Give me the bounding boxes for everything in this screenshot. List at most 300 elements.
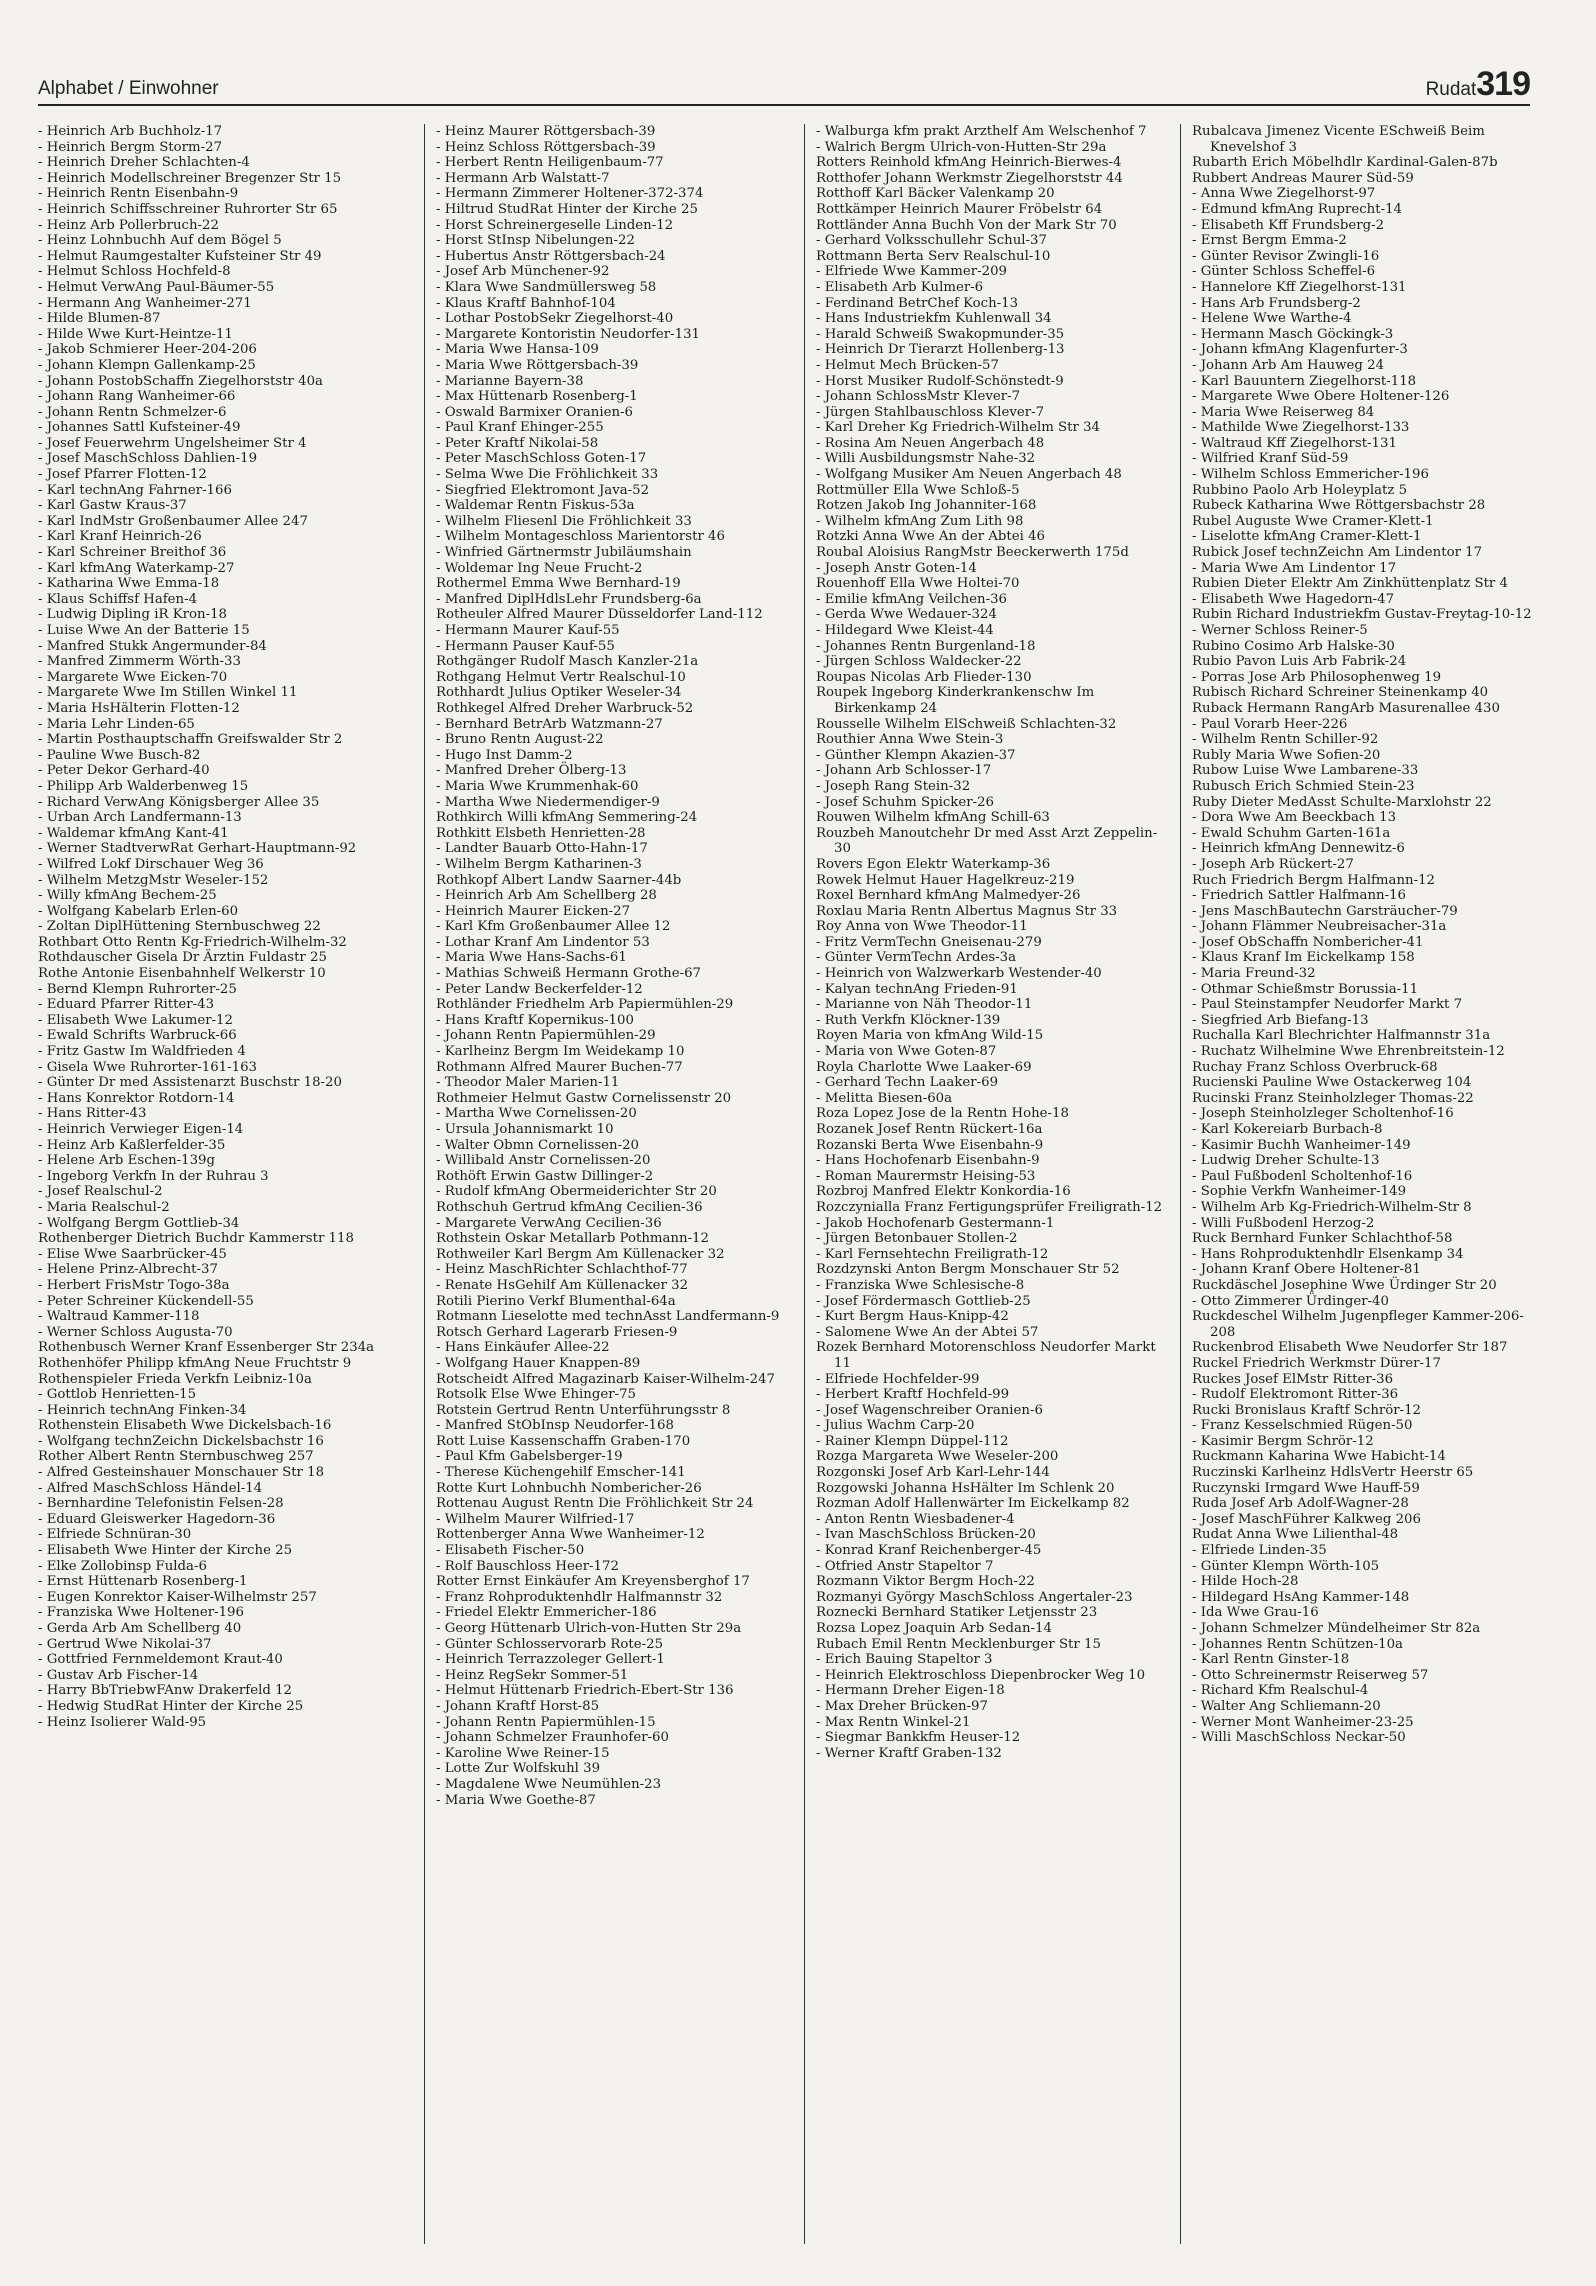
directory-entry: - Josef Wagenschreiber Oranien-6 xyxy=(816,1402,1043,1418)
directory-entry: - Heinz Isolierer Wald-95 xyxy=(38,1714,207,1730)
directory-entry: Rousselle Wilhelm ElSchweiß Schlachten-32 xyxy=(816,716,1117,732)
section-title: Alphabet / Einwohner xyxy=(38,78,219,99)
directory-entry: - Max Hüttenarb Rosenberg-1 xyxy=(436,389,638,405)
directory-entry: - Wolfgang Kabelarb Erlen-60 xyxy=(38,903,239,919)
directory-entry: Ruchalla Karl Blechrichter Halfmannstr 31a xyxy=(1192,1028,1491,1044)
directory-entry: Roza Lopez Jose de la Rentn Hohe-18 xyxy=(816,1106,1069,1122)
directory-entry: - Heinrich Verwieger Eigen-14 xyxy=(38,1122,244,1137)
directory-entry: - Hermann Pauser Kauf-55 xyxy=(436,638,615,654)
directory-entry: - Manfred StObInsp Neudorfer-168 xyxy=(436,1418,674,1434)
directory-entry: - Georg Hüttenarb Ulrich-von-Hutten Str 29a xyxy=(436,1621,742,1636)
directory-entry: Rottenberger Anna Wwe Wanheimer-12 xyxy=(436,1527,705,1543)
directory-entry: - Hans Einkäufer Allee-22 xyxy=(436,1340,610,1356)
directory-entry: - Gerda Wwe Wedauer-324 xyxy=(816,607,997,623)
directory-entry: Ruckel Friedrich Werkmstr Dürer-17 xyxy=(1192,1355,1441,1371)
column-2 xyxy=(436,124,788,2264)
directory-entry: Roxlau Maria Rentn Albertus Magnus Str 33 xyxy=(816,903,1118,919)
directory-entry: - Ernst Bergm Emma-2 xyxy=(1192,233,1347,249)
directory-entry: - Franz Rohproduktenhdlr Halfmannstr 32 xyxy=(436,1589,723,1605)
directory-entry: - Hans Hochofenarb Eisenbahn-9 xyxy=(816,1153,1040,1169)
directory-entry: - Siegmar Bankkfm Heuser-12 xyxy=(816,1730,1021,1746)
directory-entry: Rowek Helmut Hauer Hagelkreuz-219 xyxy=(816,872,1075,888)
page-header xyxy=(38,64,1530,106)
directory-entry: - Günter Schlosservorarb Rote-25 xyxy=(436,1636,664,1652)
directory-entry: - Bernd Klempn Ruhrorter-25 xyxy=(38,981,237,997)
directory-entry: - Jürgen Betonbauer Stollen-2 xyxy=(816,1231,1018,1247)
directory-entry: Roupas Nicolas Arb Flieder-130 xyxy=(816,669,1032,685)
directory-entry: - Johann Rentn Papiermühlen-29 xyxy=(436,1028,656,1044)
directory-entry: - Heinrich Arb Buchholz-17 xyxy=(38,124,223,139)
directory-entry: - Rudolf Elektromont Ritter-36 xyxy=(1192,1387,1399,1403)
directory-entry: Rubusch Erich Schmied Stein-23 xyxy=(1192,778,1415,794)
directory-entry: Rothdauscher Gisela Dr Ärztin Fuldastr 25 xyxy=(38,950,327,966)
directory-entry: - Wilhelm Schloss Emmericher-196 xyxy=(1192,467,1429,483)
directory-entry: Rouwen Wilhelm kfmAng Schill-63 xyxy=(816,810,1050,826)
directory-entry: - Margarete Kontoristin Neudorfer-131 xyxy=(436,326,700,342)
directory-entry: - Hans Arb Frundsberg-2 xyxy=(1192,295,1361,311)
directory-entry: Rubeck Katharina Wwe Röttgersbachstr 28 xyxy=(1192,498,1486,514)
directory-entry: - Johann Klempn Gallenkamp-25 xyxy=(38,357,256,373)
directory-entry: - Jakob Hochofenarb Gestermann-1 xyxy=(816,1215,1055,1231)
directory-entry: - Konrad Kranf Reichenberger-45 xyxy=(816,1543,1042,1559)
directory-entry: - Walter Ang Schliemann-20 xyxy=(1192,1698,1381,1714)
directory-entry: - Johannes Rentn Schützen-10a xyxy=(1192,1636,1403,1652)
directory-entry: - Heinz RegSekr Sommer-51 xyxy=(436,1667,629,1683)
directory-entry: Rottkämper Heinrich Maurer Fröbelstr 64 xyxy=(816,201,1103,217)
directory-entry: Rothkirch Willi kfmAng Semmering-24 xyxy=(436,810,698,826)
directory-entry: Rothenstein Elisabeth Wwe Dickelsbach-16 xyxy=(38,1418,332,1434)
directory-entry: - Gerda Arb Am Schellberg 40 xyxy=(38,1621,242,1636)
directory-entry: - Wolfgang technZeichn Dickelsbachstr 16 xyxy=(38,1433,324,1449)
directory-entry: - Johann SchlossMstr Klever-7 xyxy=(816,389,1021,405)
directory-entry: - Klara Wwe Sandmüllersweg 58 xyxy=(436,279,657,295)
directory-entry: - Hans Kraftf Kopernikus-100 xyxy=(436,1012,634,1028)
directory-entry: - Werner Mont Wanheimer-23-25 xyxy=(1192,1714,1414,1730)
directory-entry: - Johann Kraftf Horst-85 xyxy=(436,1698,600,1714)
directory-entry: Ruckes Josef ElMstr Ritter-36 xyxy=(1192,1371,1394,1387)
directory-entry: - Willi MaschSchloss Neckar-50 xyxy=(1192,1730,1406,1746)
directory-entry: - Heinz Arb Pollerbruch-22 xyxy=(38,217,219,233)
directory-entry: - Maria Wwe Hansa-109 xyxy=(436,342,599,358)
directory-entry: - Walrich Bergm Ulrich-von-Hutten-Str 29a xyxy=(816,139,1107,155)
directory-entry: Rozgowski Johanna HsHälter Im Schlenk 20 xyxy=(816,1480,1115,1496)
directory-entry: - Karl Fernsehtechn Freiligrath-12 xyxy=(816,1246,1049,1262)
directory-entry: Rothgang Helmut Vertr Realschul-10 xyxy=(436,669,686,685)
directory-entry: - Helene Prinz-Albrecht-37 xyxy=(38,1262,218,1278)
directory-entry: Rothe Antonie Eisenbahnhelf Welkerstr 10 xyxy=(38,966,326,982)
directory-entry: - Anna Wwe Ziegelhorst-97 xyxy=(1192,186,1376,202)
directory-entry: - Herbert Rentn Heiligenbaum-77 xyxy=(436,155,664,171)
directory-entry: Rothöft Erwin Gastw Dillinger-2 xyxy=(436,1168,654,1184)
directory-entry: - Werner StadtverwRat Gerhart-Hauptmann-92 xyxy=(38,841,357,857)
directory-entry: - Woldemar Ing Neue Frucht-2 xyxy=(436,560,643,576)
column-1 xyxy=(38,124,390,2264)
directory-entry: - Liselotte kfmAng Cramer-Klett-1 xyxy=(1192,529,1422,545)
directory-entry: Rothkitt Elsbeth Henrietten-28 xyxy=(436,825,646,841)
directory-entry: - Magdalene Wwe Neumühlen-23 xyxy=(436,1776,662,1792)
directory-entry: - Marianne von Näh Theodor-11 xyxy=(816,997,1033,1013)
directory-entry: - Ingeborg Verkfn In der Ruhrau 3 xyxy=(38,1168,269,1184)
directory-entry: - Maria Freund-32 xyxy=(1192,966,1316,982)
directory-entry: - Lothar PostobSekr Ziegelhorst-40 xyxy=(436,311,674,327)
directory-entry: Ruck Bernhard Funker Schlachthof-58 xyxy=(1192,1231,1453,1247)
directory-entry: Roubal Aloisius RangMstr Beeckerwerth 175d xyxy=(816,545,1129,561)
directory-entry: - Richard Kfm Realschul-4 xyxy=(1192,1683,1369,1699)
directory-entry: Ruchay Franz Schloss Overbruck-68 xyxy=(1192,1059,1438,1075)
directory-entry: - Kasimir Bergm Schrör-12 xyxy=(1192,1433,1374,1449)
directory-entry: - Franziska Wwe Schlesische-8 xyxy=(816,1277,1025,1293)
directory-entry: - Bernhard BetrArb Watzmann-27 xyxy=(436,716,663,732)
directory-entry: - Karl Dreher Kg Friedrich-Wilhelm Str 34 xyxy=(816,420,1101,436)
directory-entry: - Johann Schmelzer Fraunhofer-60 xyxy=(436,1730,669,1746)
directory-entry: - Rolf Bauschloss Heer-172 xyxy=(436,1558,619,1574)
directory-entry: Rothmann Alfred Maurer Buchen-77 xyxy=(436,1059,683,1075)
directory-entry: - Martha Wwe Cornelissen-20 xyxy=(436,1106,637,1122)
directory-entry: Rotzen Jakob Ing Johanniter-168 xyxy=(816,498,1037,514)
directory-entry: - Heinrich Terrazzoleger Gellert-1 xyxy=(436,1652,665,1668)
directory-entry: - Klaus Kranf Im Eickelkamp 158 xyxy=(1192,950,1415,966)
directory-entry: - Margarete Wwe Eicken-70 xyxy=(38,669,228,685)
directory-entry: - Karl Kokereiarb Burbach-8 xyxy=(1192,1122,1383,1137)
directory-entry: - Maria HsHälterin Flotten-12 xyxy=(38,700,240,716)
directory-entry: - Karl Schreiner Breithof 36 xyxy=(38,545,227,561)
directory-entry: - Ewald Schrifts Warbruck-66 xyxy=(38,1028,237,1044)
directory-entry: - Josef Realschul-2 xyxy=(38,1184,163,1200)
directory-entry: - Mathilde Wwe Ziegelhorst-133 xyxy=(1192,420,1410,436)
column-divider xyxy=(804,124,805,2244)
directory-entry: - Otto Schreinermstr Reiserweg 57 xyxy=(1192,1667,1429,1683)
directory-entry: - Harald Schweiß Swakopmunder-35 xyxy=(816,326,1065,342)
directory-entry: Rozgonski Josef Arb Karl-Lehr-144 xyxy=(816,1465,1050,1481)
directory-entry: - Hannelore Kff Ziegelhorst-131 xyxy=(1192,279,1407,295)
directory-entry: - Eduard Gleiswerker Hagedorn-36 xyxy=(38,1511,276,1527)
directory-entry: - Ida Wwe Grau-16 xyxy=(1192,1605,1319,1621)
directory-entry: Rothenbusch Werner Kranf Essenberger Str 234a xyxy=(38,1340,375,1356)
directory-entry: Rothenhöfer Philipp kfmAng Neue Fruchtstr 9 xyxy=(38,1355,352,1371)
directory-entry: - Wilfried Kranf Süd-59 xyxy=(1192,451,1349,467)
directory-entry: - Kalyan technAng Frieden-91 xyxy=(816,981,1018,997)
directory-entry: - Margarete VerwAng Cecilien-36 xyxy=(436,1215,662,1231)
directory-entry: Rothenberger Dietrich Buchdr Kammerstr 118 xyxy=(38,1231,354,1247)
directory-entry: Rotili Pierino Verkf Blumenthal-64a xyxy=(436,1293,676,1309)
directory-entry: Rouzbeh Manoutchehr Dr med Asst Arzt Zeppelin-30 xyxy=(816,825,1158,857)
directory-entry: - Willy kfmAng Bechem-25 xyxy=(38,888,217,904)
directory-entry: - Mathias Schweiß Hermann Grothe-67 xyxy=(436,966,702,982)
directory-entry: - Heinrich Maurer Eicken-27 xyxy=(436,903,631,919)
column-divider xyxy=(1180,124,1181,2244)
directory-entry: Rozanski Berta Wwe Eisenbahn-9 xyxy=(816,1137,1044,1153)
directory-entry: - Hermann Arb Walstatt-7 xyxy=(436,170,610,186)
directory-entry: Rottmann Berta Serv Realschul-10 xyxy=(816,248,1051,264)
directory-entry: - Ursula Johannismarkt 10 xyxy=(436,1122,614,1137)
directory-entry: - Franz Kesselschmied Rügen-50 xyxy=(1192,1418,1413,1434)
directory-entry: Ruckmann Kaharina Wwe Habicht-14 xyxy=(1192,1449,1446,1465)
directory-entry: Rother Albert Rentn Sternbuschweg 257 xyxy=(38,1449,314,1465)
directory-entry: - Rudolf kfmAng Obermeiderichter Str 20 xyxy=(436,1184,717,1200)
directory-entry: - Karl Kfm Großenbaumer Allee 12 xyxy=(436,919,671,935)
directory-entry: - Heinrich Schiffsschreiner Ruhrorter Str 65 xyxy=(38,201,338,217)
directory-entry: - Luise Wwe An der Batterie 15 xyxy=(38,623,250,638)
directory-entry: Rubly Maria Wwe Sofien-20 xyxy=(1192,747,1381,763)
directory-entry: - Heinrich Bergm Storm-27 xyxy=(38,139,223,155)
directory-entry: - Wolfgang Hauer Knappen-89 xyxy=(436,1355,641,1371)
directory-entry: - Selma Wwe Die Fröhlichkeit 33 xyxy=(436,467,659,483)
running-head xyxy=(1426,65,1530,104)
directory-entry: - Ruchatz Wilhelmine Wwe Ehrenbreitstein-12 xyxy=(1192,1044,1505,1060)
page-number: 319 xyxy=(1476,65,1530,103)
directory-entry: - Karlheinz Bergm Im Weidekamp 10 xyxy=(436,1044,685,1060)
directory-entry: - Klaus Kraftf Bahnhof-104 xyxy=(436,295,616,311)
directory-entry: Ruda Josef Arb Adolf-Wagner-28 xyxy=(1192,1496,1409,1512)
directory-entry: - Elisabeth Wwe Lakumer-12 xyxy=(38,1012,233,1028)
directory-entry: - Helmut Schloss Hochfeld-8 xyxy=(38,264,231,280)
directory-entry: - Hermann Zimmerer Holtener-372-374 xyxy=(436,186,704,202)
directory-entry: Ruback Hermann RangArb Masurenallee 430 xyxy=(1192,700,1500,716)
directory-entry: Rubbert Andreas Maurer Süd-59 xyxy=(1192,170,1414,186)
directory-entry: Royla Charlotte Wwe Laaker-69 xyxy=(816,1059,1032,1075)
directory-entry: Routhier Anna Wwe Stein-3 xyxy=(816,732,1004,748)
directory-entry: - Peter Dekor Gerhard-40 xyxy=(38,763,210,779)
directory-entry: - Eugen Konrektor Kaiser-Wilhelmstr 257 xyxy=(38,1589,317,1605)
directory-entry: - Karl Rentn Ginster-18 xyxy=(1192,1652,1350,1668)
directory-entry: - Josef Arb Münchener-92 xyxy=(436,264,610,280)
directory-entry: - Jakob Schmierer Heer-204-206 xyxy=(38,342,257,358)
directory-entry: - Rosina Am Neuen Angerbach 48 xyxy=(816,435,1045,451)
directory-entry: - Harry BbTriebwFAnw Drakerfeld 12 xyxy=(38,1683,292,1699)
directory-entry: - Wilhelm Fliesenl Die Fröhlichkeit 33 xyxy=(436,513,692,529)
directory-entry: - Jens MaschBautechn Garsträucher-79 xyxy=(1192,903,1458,919)
directory-entry: Rozbroj Manfred Elektr Konkordia-16 xyxy=(816,1184,1071,1200)
directory-entry: - Kurt Bergm Haus-Knipp-42 xyxy=(816,1309,1009,1325)
directory-entry: - Hermann Masch Göckingk-3 xyxy=(1192,326,1394,342)
directory-entry: - Werner Schloss Reiner-5 xyxy=(1192,623,1368,638)
directory-entry: Rucki Bronislaus Kraftf Schrör-12 xyxy=(1192,1402,1422,1418)
directory-entry: - Josef Schuhm Spicker-26 xyxy=(816,794,994,810)
directory-entry: - Lothar Kranf Am Lindentor 53 xyxy=(436,934,650,950)
directory-entry: - Horst StInsp Nibelungen-22 xyxy=(436,233,635,249)
directory-entry: - Heinrich Arb Am Schellberg 28 xyxy=(436,888,657,904)
directory-entry: Rubarth Erich Möbelhdlr Kardinal-Galen-87b xyxy=(1192,155,1498,171)
directory-entry: - Josef Fördermasch Gottlieb-25 xyxy=(816,1293,1031,1309)
directory-entry: - Elisabeth Fischer-50 xyxy=(436,1543,585,1559)
directory-entry: - Johannes Sattl Kufsteiner-49 xyxy=(38,420,241,436)
directory-entry: - Wilhelm MetzgMstr Weseler-152 xyxy=(38,872,269,888)
directory-entry: - Heinrich Dr Tierarzt Hollenberg-13 xyxy=(816,342,1065,358)
directory-entry: - Heinz MaschRichter Schlachthof-77 xyxy=(436,1262,688,1278)
directory-entry: - Emilie kfmAng Veilchen-36 xyxy=(816,591,1007,607)
directory-entry: - Lotte Zur Wolfskuhl 39 xyxy=(436,1761,601,1777)
directory-entry: - Erich Bauing Stapeltor 3 xyxy=(816,1652,993,1668)
directory-entry: - Helene Wwe Warthe-4 xyxy=(1192,311,1352,327)
directory-entry: - Hedwig StudRat Hinter der Kirche 25 xyxy=(38,1698,304,1714)
directory-entry: Rottenau August Rentn Die Fröhlichkeit Str 24 xyxy=(436,1496,754,1512)
directory-entry: Rubow Luise Wwe Lambarene-33 xyxy=(1192,763,1419,779)
directory-entry: - Oswald Barmixer Oranien-6 xyxy=(436,404,633,420)
directory-entry: - Margarete Wwe Obere Holtener-126 xyxy=(1192,389,1450,405)
directory-entry: - Ernst Hüttenarb Rosenberg-1 xyxy=(38,1574,248,1590)
directory-entry: - Alfred MaschSchloss Händel-14 xyxy=(38,1480,263,1496)
directory-entry: Rozman Adolf Hallenwärter Im Eickelkamp 82 xyxy=(816,1496,1130,1512)
directory-entry: - Hildegard Wwe Kleist-44 xyxy=(816,623,994,638)
directory-entry: - Wilfred Lokf Dirschauer Weg 36 xyxy=(38,856,264,872)
directory-entry: - Joseph Rang Stein-32 xyxy=(816,778,971,794)
directory-entry: - Heinrich kfmAng Dennewitz-6 xyxy=(1192,841,1405,857)
directory-entry: - Siegfried Elektromont Java-52 xyxy=(436,482,650,498)
directory-entry: - Renate HsGehilf Am Küllenacker 32 xyxy=(436,1277,689,1293)
directory-entry: - Philipp Arb Walderbenweg 15 xyxy=(38,778,249,794)
directory-entry: - Maria Wwe Krummenhak-60 xyxy=(436,778,639,794)
directory-entry: Rotthoff Karl Bäcker Valenkamp 20 xyxy=(816,186,1055,202)
directory-entry: - Manfred Zimmerm Wörth-33 xyxy=(38,654,241,670)
directory-entry: - Julius Wachm Carp-20 xyxy=(816,1418,975,1434)
directory-entry: Rucienski Pauline Wwe Ostackerweg 104 xyxy=(1192,1075,1472,1091)
directory-entry: - Wilhelm Arb Kg-Friedrich-Wilhelm-Str 8 xyxy=(1192,1199,1472,1215)
directory-entry: - Elise Wwe Saarbrücker-45 xyxy=(38,1246,227,1262)
directory-entry: - Karl technAng Fahrner-166 xyxy=(38,482,232,498)
directory-entry: - Joseph Arb Rückert-27 xyxy=(1192,856,1354,872)
directory-entry: - Peter Landw Beckerfelder-12 xyxy=(436,981,643,997)
directory-entry: - Maria Wwe Hans-Sachs-61 xyxy=(436,950,627,966)
directory-entry: - Elisabeth Arb Kulmer-6 xyxy=(816,279,984,295)
directory-entry: - Gisela Wwe Ruhrorter-161-163 xyxy=(38,1059,258,1075)
directory-entry: - Johann Rentn Papiermühlen-15 xyxy=(436,1714,656,1730)
directory-entry: Rothweiler Karl Bergm Am Küllenacker 32 xyxy=(436,1246,725,1262)
directory-entry: - Helmut Hüttenarb Friedrich-Ebert-Str 136 xyxy=(436,1683,734,1699)
directory-entry: - Wilhelm Bergm Katharinen-3 xyxy=(436,856,642,872)
directory-entry: - Günter Klempn Wörth-105 xyxy=(1192,1558,1380,1574)
directory-entry: - Heinz Arb Kaßlerfelder-35 xyxy=(38,1137,226,1153)
directory-entry: - Martin Posthauptschaffn Greifswalder Str 2 xyxy=(38,732,343,748)
directory-entry: - Richard VerwAng Königsberger Allee 35 xyxy=(38,794,320,810)
directory-entry: - Elfriede Wwe Kammer-209 xyxy=(816,264,1008,280)
directory-columns xyxy=(38,124,1530,2264)
directory-entry: - Peter MaschSchloss Goten-17 xyxy=(436,451,647,467)
directory-entry: - Gerhard Techn Laaker-69 xyxy=(816,1075,999,1091)
directory-entry: - Heinz Lohnbuchh Auf dem Bögel 5 xyxy=(38,233,282,249)
directory-entry: Rothschuh Gertrud kfmAng Cecilien-36 xyxy=(436,1199,703,1215)
directory-entry: Rotsch Gerhard Lagerarb Friesen-9 xyxy=(436,1324,678,1340)
directory-entry: - Hermann Maurer Kauf-55 xyxy=(436,623,620,638)
directory-entry: - Maria Wwe Goethe-87 xyxy=(436,1792,596,1808)
directory-entry: Rubisch Richard Schreiner Steinenkamp 40 xyxy=(1192,685,1489,701)
directory-entry: - Paul Kfm Gabelsberger-19 xyxy=(436,1449,623,1465)
directory-entry: - Hans Ritter-43 xyxy=(38,1106,147,1122)
directory-entry: - Johann kfmAng Klagenfurter-3 xyxy=(1192,342,1408,358)
directory-entry: - Paul Steinstampfer Neudorfer Markt 7 xyxy=(1192,997,1463,1013)
directory-entry: - Waldemar kfmAng Kant-41 xyxy=(38,825,229,841)
directory-entry: - Pauline Wwe Busch-82 xyxy=(38,747,201,763)
directory-entry: Rothgänger Rudolf Masch Kanzler-21a xyxy=(436,654,699,670)
directory-entry: - Günther Klempn Akazien-37 xyxy=(816,747,1016,763)
directory-entry: Ruckdeschel Wilhelm Jugenpfleger Kammer-206-208 xyxy=(1192,1309,1524,1340)
directory-entry: Rothermel Emma Wwe Bernhard-19 xyxy=(436,576,681,592)
directory-entry: - Wilhelm kfmAng Zum Lith 98 xyxy=(816,513,1024,529)
directory-entry: - Ewald Schuhm Garten-161a xyxy=(1192,825,1391,841)
directory-entry: Rotters Reinhold kfmAng Heinrich-Bierwes-4 xyxy=(816,155,1122,171)
directory-entry: - Joseph Anstr Goten-14 xyxy=(816,560,977,576)
directory-entry: - Martha Wwe Niedermendiger-9 xyxy=(436,794,660,810)
directory-entry: - Wilhelm Maurer Wilfried-17 xyxy=(436,1511,635,1527)
directory-entry: - Ruth Verkfn Klöckner-139 xyxy=(816,1012,1001,1028)
directory-entry: - Manfred DiplHdlsLehr Frundsberg-6a xyxy=(436,591,702,607)
directory-entry: - Helmut Mech Brücken-57 xyxy=(816,357,999,373)
directory-entry: - Peter Schreiner Kückendell-55 xyxy=(38,1293,254,1309)
directory-entry: - Hildegard HsAng Kammer-148 xyxy=(1192,1589,1410,1605)
directory-entry: Rott Luise Kassenschaffn Graben-170 xyxy=(436,1433,691,1449)
directory-entry: - Ferdinand BetrChef Koch-13 xyxy=(816,295,1019,311)
directory-entry: Rothkegel Alfred Dreher Warbruck-52 xyxy=(436,700,694,716)
directory-entry: - Karl Kranf Heinrich-26 xyxy=(38,529,202,545)
column-3 xyxy=(816,124,1168,2264)
directory-entry: Rotte Kurt Lohnbuchh Nombericher-26 xyxy=(436,1480,702,1496)
directory-entry: Rovers Egon Elektr Waterkamp-36 xyxy=(816,856,1051,872)
directory-entry: - Heinrich Rentn Eisenbahn-9 xyxy=(38,186,239,202)
directory-entry: - Johann Flämmer Neubreisacher-31a xyxy=(1192,919,1447,935)
directory-entry: Rottländer Anna Buchh Von der Mark Str 70 xyxy=(816,217,1117,233)
directory-entry: - Franziska Wwe Holtener-196 xyxy=(38,1605,244,1621)
directory-entry: - Johannes Rentn Burgenland-18 xyxy=(816,638,1036,654)
directory-entry: - Helene Arb Eschen-139g xyxy=(38,1153,216,1169)
directory-entry: Rubbino Paolo Arb Holeyplatz 5 xyxy=(1192,482,1408,498)
directory-entry: - Peter Kraftf Nikolai-58 xyxy=(436,435,599,451)
directory-entry: - Ludwig Dreher Schulte-13 xyxy=(1192,1153,1380,1169)
directory-entry: - Elisabeth Kff Frundsberg-2 xyxy=(1192,217,1385,233)
directory-entry: - Heinrich technAng Finken-34 xyxy=(38,1402,247,1418)
directory-entry: Rotstein Gertrud Rentn Unterführungsstr 8 xyxy=(436,1402,731,1418)
directory-entry: Rotscheidt Alfred Magazinarb Kaiser-Wilhelm-247 xyxy=(436,1371,775,1387)
directory-entry: - Manfred Dreher Ölberg-13 xyxy=(436,763,627,779)
directory-entry: - Elke Zollobinsp Fulda-6 xyxy=(38,1558,207,1574)
directory-entry: - Josef ObSchaffn Nombericher-41 xyxy=(1192,934,1424,950)
directory-entry: - Alfred Gesteinshauer Monschauer Str 18 xyxy=(38,1465,325,1481)
directory-entry: Rothstein Oskar Metallarb Pothmann-12 xyxy=(436,1231,709,1247)
directory-entry: - Elisabeth Wwe Hinter der Kirche 25 xyxy=(38,1543,293,1559)
directory-entry: - Theodor Maler Marien-11 xyxy=(436,1075,620,1091)
directory-entry: - Jürgen Stahlbauschloss Klever-7 xyxy=(816,404,1045,420)
directory-entry: Rothländer Friedhelm Arb Papiermühlen-29 xyxy=(436,997,734,1013)
directory-entry: - Roman Maurermstr Heising-53 xyxy=(816,1168,1036,1184)
directory-entry: - Herbert FrisMstr Togo-38a xyxy=(38,1277,230,1293)
directory-entry: Ruczinski Karlheinz HdlsVertr Heerstr 65 xyxy=(1192,1465,1474,1481)
directory-entry: - Bernhardine Telefonistin Felsen-28 xyxy=(38,1496,284,1512)
directory-entry: - Hans Industriekfm Kuhlenwall 34 xyxy=(816,311,1052,327)
directory-entry: - Friedrich Sattler Halfmann-16 xyxy=(1192,888,1406,904)
directory-entry: Rozczynialla Franz Fertigungsprüfer Freiligrath-12 xyxy=(816,1199,1163,1215)
directory-entry: - Marianne Bayern-38 xyxy=(436,373,584,389)
directory-entry: - Max Dreher Brücken-97 xyxy=(816,1698,988,1714)
directory-entry: - Karl kfmAng Waterkamp-27 xyxy=(38,560,235,576)
directory-entry: Royen Maria von kfmAng Wild-15 xyxy=(816,1028,1044,1044)
directory-entry: - Dora Wwe Am Beeckbach 13 xyxy=(1192,810,1397,826)
directory-entry: - Günter VermTechn Ardes-3a xyxy=(816,950,1017,966)
directory-entry: - Heinrich Modellschreiner Bregenzer Str 15 xyxy=(38,170,342,186)
directory-entry: Rotter Ernst Einkäufer Am Kreyensberghof 17 xyxy=(436,1574,750,1590)
directory-entry: - Elfriede Linden-35 xyxy=(1192,1543,1327,1559)
directory-entry: Rothenspieler Frieda Verkfn Leibniz-10a xyxy=(38,1371,312,1387)
directory-entry: Rotzki Anna Wwe An der Abtei 46 xyxy=(816,529,1046,545)
directory-entry: - Willi Fußbodenl Herzog-2 xyxy=(1192,1215,1375,1231)
directory-entry: - Kasimir Buchh Wanheimer-149 xyxy=(1192,1137,1411,1153)
directory-entry: - Maria Wwe Am Lindentor 17 xyxy=(1192,560,1397,576)
directory-entry: Rozek Bernhard Motorenschloss Neudorfer Markt 11 xyxy=(816,1340,1156,1371)
directory-entry: - Urban Arch Landfermann-13 xyxy=(38,810,242,826)
directory-entry: Rozanek Josef Rentn Rückert-16a xyxy=(816,1122,1043,1137)
directory-entry: - Josef Pfarrer Flotten-12 xyxy=(38,467,207,483)
column-4 xyxy=(1192,124,1544,2264)
directory-entry: - Günter Revisor Zwingli-16 xyxy=(1192,248,1380,264)
directory-entry: - Heinrich Dreher Schlachten-4 xyxy=(38,155,250,171)
directory-entry: - Josef MaschSchloss Dahlien-19 xyxy=(38,451,258,467)
